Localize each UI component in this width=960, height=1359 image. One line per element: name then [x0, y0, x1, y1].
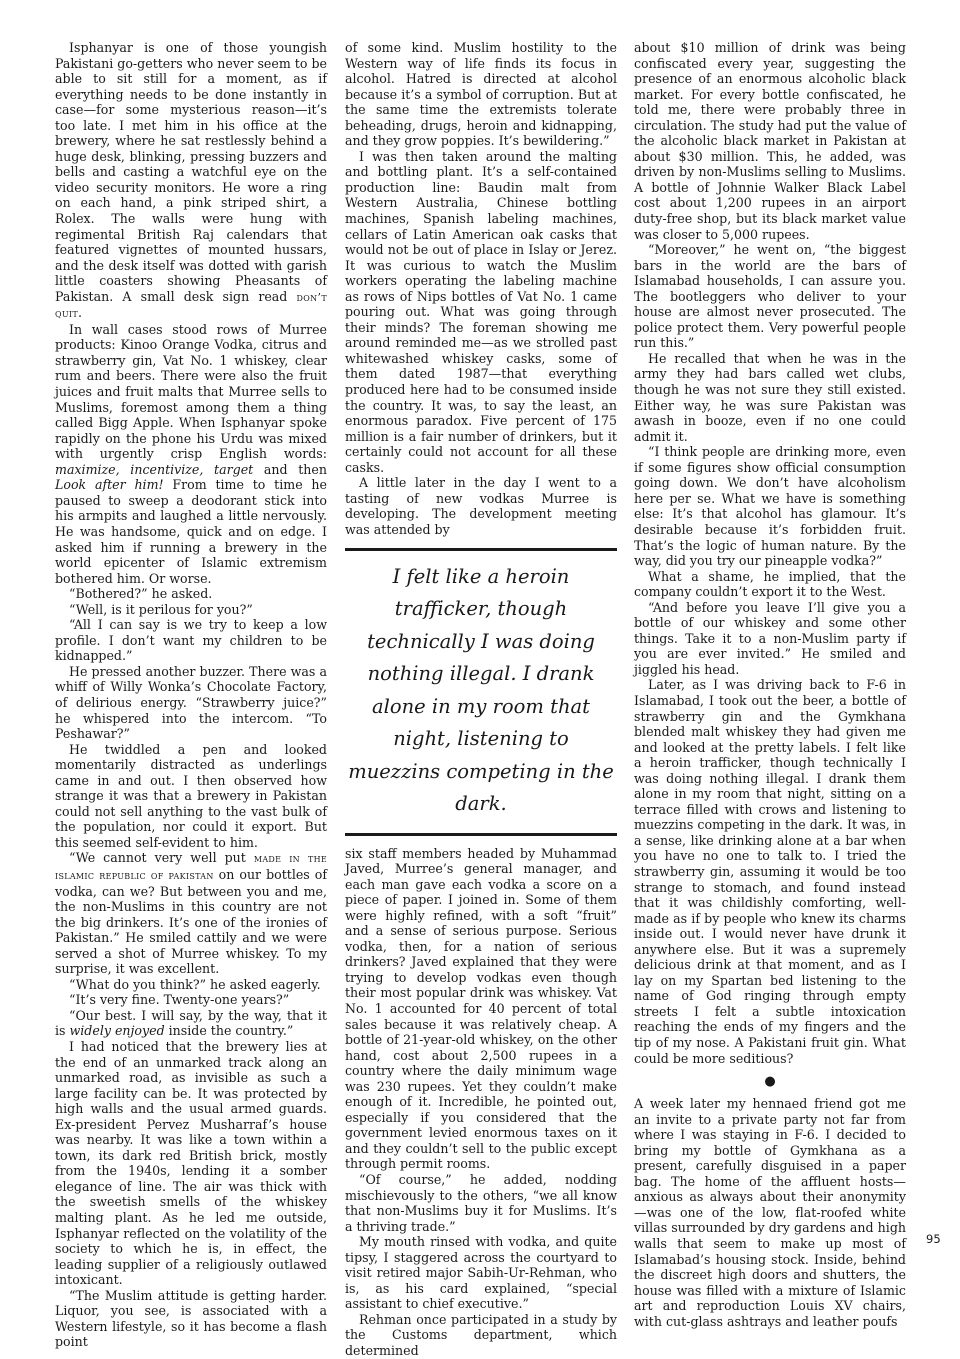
paragraph: “And before you leave I’ll give you a bottle of our whiskey and some other things. Take it to a non-Muslim party if you are ever invited.” He smiled and jiggled his head. — [634, 599, 906, 677]
italic-text: Look after him! — [55, 477, 164, 493]
paragraph: He pressed another buzzer. There was a whiff of Willy Wonka’s Chocolate Factory, of delirious energy. “Strawberry juice?” he whispered into the intercom. “To Peshawar?” — [55, 663, 327, 742]
paragraph: “Our best. I will say, by the way, that it is widely enjoyed inside the country.” — [55, 1007, 327, 1039]
paragraph: What a shame, he implied, that the company couldn’t export it to the West. — [634, 568, 906, 600]
paragraph: “Of course,” he added, nodding mischievously to the others, “we all know that non-Muslims buy it for Muslims. It’s a thriving trade.” — [345, 1171, 617, 1234]
paragraph: “Bothered?” he asked. — [69, 586, 213, 602]
italic-text: maximize, incentivize, target — [55, 461, 254, 477]
paragraph: A week later my hennaed friend got me an invite to a private party not far from where I was staying in F-6. I decided to bring my bottle of Gymkhana as a present, carefully disguised in a paper bag. The home of the affluent hosts—anxious as always about their anonymity—was one of the low, flat-roofed white villas surrounded by dry gardens and high walls that seem to make up most of Islamabad’s housing stock. Inside, behind the discreet high doors and shutters, the house was filled with a mixture of Islamic art and reproduction Louis XV chairs, with cut-glass ashtrays and leather poufs — [634, 1096, 906, 1329]
paragraph: He recalled that when he was in the army they had bars called wet clubs, though he was not sure they still existed. Either way, he was sure Pakistan was awash in booze, even if no one could admit it. — [634, 350, 906, 444]
paragraph: In wall cases stood rows of Murree products: Kinoo Orange Vodka, citrus and strawberry gin, Vat No. 1 whiskey, clear rum and beers. There were also the fruit juices and fruit malts that Murree sells to Muslims, foremost among them a thing called Bigg Apple. When Isphanyar spoke rapidly on the phone his Urdu was mixed with urgently crisp English words: maximize, incentivize, target and then Look after him! From time to time he paused to sweep a deodorant stick into his armpits and laughed a little nervously. He was handsome, quick and on edge. I asked him if running a brewery in the world epicenter of Islamic extremism bothered him. Or worse. — [55, 321, 327, 586]
pull-quote: I felt like a heroin trafficker, though technically I was doing nothing illegal. I drank alone in my room that night, listening to muezzins competing in the dark. — [345, 548, 617, 836]
paragraph: six staff members headed by Muhammad Javed, Murree’s general manager, and each man gave each vodka a score on a piece of paper. I joined in. Some of them were highly refined, with a soft “fruit” and a sense of serious purpose. Serious vodka, then, for a nation of serious drinkers? Javed explained that they were trying to develop vodkas even though their most popular drink was whiskey. Vat No. 1 accounted for 40 percent of total sales because it was relatively cheap. A bottle of 21-year-old whiskey, on the other hand, cost about 2,500 rupees in a country where the daily minimum wage was 230 rupees. Yet they couldn’t make enough of it. Incredible, he pointed out, especially if you considered that the government levied enormous taxes on it and they couldn’t sell to the public except through permit rooms. — [345, 845, 617, 1172]
paragraph: “All I can say is we try to keep a low profile. I don’t want my children to be kidnapped.” — [55, 617, 327, 664]
paragraph: A little later in the day I went to a tasting of new vodkas Murree is developing. The development meeting was attended by — [345, 475, 617, 537]
page-number: 95 — [926, 1232, 941, 1246]
paragraph: I had noticed that the brewery lies at the end of an unmarked track along an unmarked road, as invisible as such a large facility can be. It was protected by high walls and the usual armed guards. Ex-president Pervez Musharraf’s house was nearby. It was like a town within a town, its dark red British brick, mostly from the 1940s, lending it a somber elegance of line. The air was thick with the sweetish smells of the whiskey malting plant. As he led me outside, Isphanyar reflected on the volatility of the society to which he is, in effect, the leading supplier of a religiously outlawed intoxicant. — [55, 1039, 327, 1288]
paragraph: “The Muslim attitude is getting harder. Liquor, you see, is associated with a Western lifestyle, so it has become a flash point — [55, 1287, 327, 1350]
paragraph: Isphanyar is one of those youngish Pakistani go-getters who never seem to be able to sit still for a moment, as if everything needs to be done instantly in case—for some mysterious reason—it’s too late. I met him in his office at the brewery, where he sat restlessly behind a huge desk, blinking, pressing buzzers and bells and casting a watchful eye on the video security monitors. He wore a ring on each hand, a pink striped shirt, a Rolex. The walls were hung with regimental British Raj calendars that featured vignettes of mounted hussars, and the desk itself was dotted with garish little coasters showing Pheasants of Pakistan. A small desk sign read don’t quit. — [55, 40, 327, 321]
paragraph: “I think people are drinking more, even if some figures show official consumption going down. We don’t have alcoholism here per se. What we have is something else: It’s that alcohol has glamour. It’s desirable because it’s forbidden fruit. That’s the logic of human nature. By the way, did you try our pineapple vodka?” — [634, 444, 906, 569]
text-column-3 — [634, 40, 906, 1329]
text-column-1 — [55, 40, 328, 1350]
paragraph: Rehman once participated in a study by the Customs department, which determined — [345, 1311, 617, 1358]
italic-text: widely enjoyed — [69, 1023, 165, 1039]
paragraph: “What do you think?” he asked eagerly. — [69, 976, 321, 992]
paragraph: My mouth rinsed with vodka, and quite tipsy, I staggered across the courtyard to visit retired major Sabih-Ur-Rehman, who is, as his card explained, “special assistant to chief executive.” — [345, 1234, 617, 1312]
paragraph: Later, as I was driving back to F-6 in Islamabad, I took out the beer, a bottle of strawberry gin and the Gymkhana blended malt whiskey they had given me and looked at the pretty labels. I felt like a heroin trafficker, though technically I was doing nothing illegal. I drank them alone in my room that night, sitting on a terrace filled with crows and listening to muezzins competing in the dark. It was, in a sense, like drinking alone at a bar when you have no one to talk to. I tried the strawberry gin, assuming it would be too strange to stomach, and found instead that it was childishly comforting, well-made as if by people who knew its charms inside out. I would never have drunk it anywhere else. But it was a supremely delicious drink at that moment, and as I lay on my Spartan bed listening to the name of God ringing through empty streets I felt a subtle intoxication reaching the ends of my fingers and the tip of my nose. A Pakistani fruit gin. What could be more seditious? — [634, 677, 906, 1066]
section-break-bullet-icon: ● — [764, 1074, 776, 1090]
paragraph: He twiddled a pen and looked momentarily distracted as underlings came in and out. I then observed how strange it was that a brewery in Pakistan could not sell anything to the vast bulk of the population, nor could it export. But this seemed self-evident to him. — [55, 741, 327, 850]
paragraph: about $10 million of drink was being confiscated every year, suggesting the presence of an enormous alcoholic black market. For every bottle confiscated, he told me, there were probably three in circulation. The study had put the value of the alcoholic black market in Pakistan at about $30 million. This, he added, was driven by non-Muslims selling to Muslims. A bottle of Johnnie Walker Black Label cost about 1,200 rupees in an airport duty-free shop, but its black market value was closer to 5,000 rupees. — [634, 40, 906, 242]
small-caps-text: made in the islamic republic of pakistan — [55, 851, 327, 882]
paragraph: “We cannot very well put made in the islamic republic of pakistan on our bottles of vodka, can we? But between you and me, the non-Muslims in this country are not the big drinkers. It’s one of the ironies of Pakistan.” He smiled cattily and we were served a shot of Murree whiskey. To my surprise, it was excellent. — [55, 850, 328, 977]
text-column-2 — [345, 40, 617, 1358]
small-caps-text: don’t quit — [55, 289, 327, 321]
paragraph: “It’s very fine. Twenty-one years?” — [69, 992, 290, 1008]
paragraph: “Well, is it perilous for you?” — [69, 601, 253, 617]
paragraph: of some kind. Muslim hostility to the Western way of life finds its focus in alcohol. Hatred is directed at alcohol because it’s a symbol of corruption. But at the same time the extremists tolerate beheading, drugs, heroin and kidnapping, and they grow poppies. It’s bewildering.” — [345, 40, 617, 149]
paragraph: I was then taken around the malting and bottling plant. It’s a self-contained production line: Baudin malt from Western Australia, Chinese bottling machines, Spanish labeling machines, cellars of Latin American oak casks that would not be out of place in Islay or Jerez. It was curious to watch the Muslim workers operating the labeling machine as rows of Nips bottles of Vat No. 1 came pouring out. What was going through their minds? The foreman showing me around reminded me—as we strolled past whitewashed whiskey casks, some of them dated 1987—that everything produced here had to be consumed inside the country. It was, to say the least, an enormous paradox. Five percent of 175 million is a fair number of drinkers, but it certainly could not account for all these casks. — [345, 148, 617, 475]
paragraph: “Moreover,” he went on, “the biggest bars in the world are the bars of Islamabad households, I can assure you. The bootleggers who deliver to your house are almost never prosecuted. The police protect them. Very powerful people run this.” — [634, 242, 906, 351]
